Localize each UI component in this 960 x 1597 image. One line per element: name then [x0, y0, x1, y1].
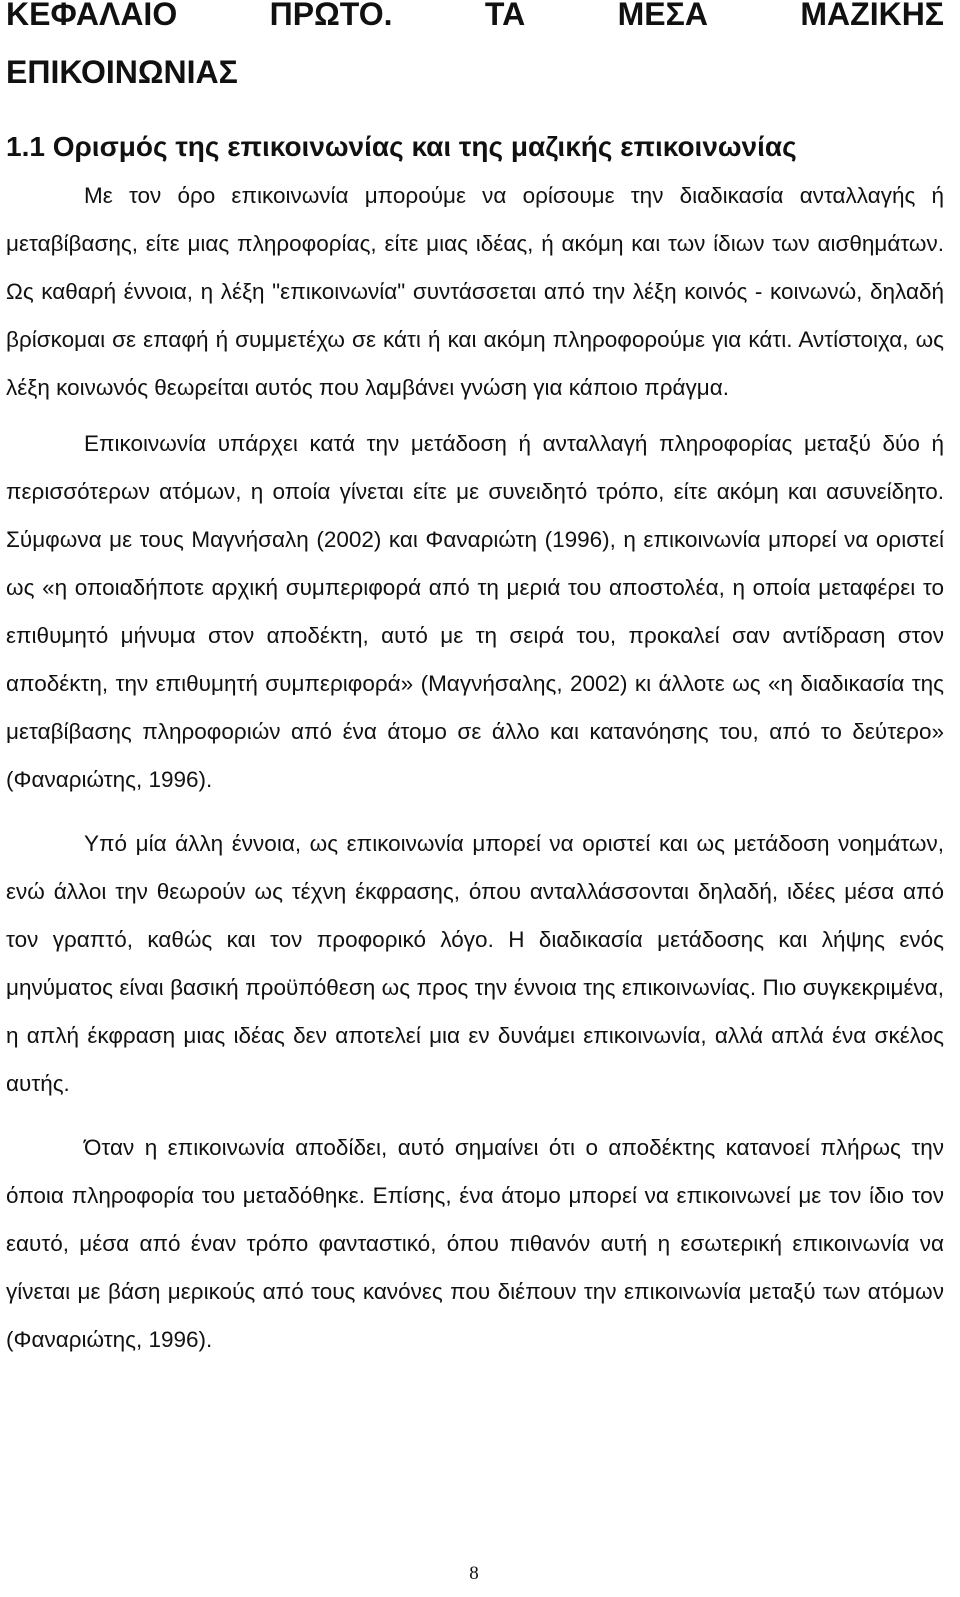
chapter-title — [6, 0, 944, 100]
chapter-title-line-2: ΕΠΙΚΟΙΝΩΝΙΑΣ — [6, 54, 238, 90]
paragraph-3: Υπό μία άλλη έννοια, ως επικοινωνία μπορεί να οριστεί και ως μετάδοση νοημάτων, ενώ άλλοι την θεωρούν ως τέχνη έκφρασης, όπου ανταλλάσσονται δηλαδή, ιδέες μέσα από τον γραπτό, καθώς και τον προφορικό λόγο. Η διαδικασία μετάδοσης και λήψης ενός μηνύματος είναι βασική προϋπόθεση ως προς την έννοια της επικοινωνίας. Πιο συγκεκριμένα, η απλή έκφραση μιας ιδέας δεν αποτελεί μια εν δυνάμει επικοινωνία, αλλά απλά ένα σκέλος αυτής. — [6, 831, 944, 1096]
paragraph-1: Με τον όρο επικοινωνία μπορούμε να ορίσουμε την διαδικασία ανταλλαγής ή μεταβίβασης, είτε μιας πληροφορίας, είτε μιας ιδέας, ή ακόμη και των ίδιων των αισθημάτων. Ως καθαρή έννοια, η λέξη "επικοινωνία" συντάσσεται από την λέξη κοινός - κοινωνώ, δηλαδή βρίσκομαι σε επαφή ή συμμετέχω σε κάτι ή και ακόμη πληροφορούμε για κάτι. Αντίστοιχα, ως λέξη κοινωνός θεωρείται αυτός που λαμβάνει γνώση για κάποιο πράγμα. — [6, 183, 944, 400]
document-page — [6, 0, 944, 1364]
chapter-title-line-1: ΚΕΦΑΛΑΙΟ ΠΡΩΤΟ. ΤΑ ΜΕΣΑ ΜΑΖΙΚΗΣ — [6, 0, 944, 32]
paragraph-4: Όταν η επικοινωνία αποδίδει, αυτό σημαίνει ότι ο αποδέκτης κατανοεί πλήρως την όποια πληροφορία του μεταδόθηκε. Επίσης, ένα άτομο μπορεί να επικοινωνεί με τον ίδιο τον εαυτό, μέσα από έναν τρόπο φανταστικό, όπου πιθανόν αυτή η εσωτερική επικοινωνία να γίνεται με βάση μερικούς από τους κανόνες που διέπουν την επικοινωνία μεταξύ των ατόμων (Φαναριώτης, 1996). — [6, 1135, 944, 1352]
section-title: 1.1 Ορισμός της επικοινωνίας και της μαζικής επικοινωνίας — [6, 131, 797, 162]
page-number: 8 — [469, 1563, 479, 1584]
paragraph-2: Επικοινωνία υπάρχει κατά την μετάδοση ή ανταλλαγή πληροφορίας μεταξύ δύο ή περισσότερων ατόμων, η οποία γίνεται είτε με συνειδητό τρόπο, είτε ακόμη και ασυνείδητο. Σύμφωνα με τους Μαγνήσαλη (2002) και Φαναριώτη (1996), η επικοινωνία μπορεί να οριστεί ως «η οποιαδήποτε αρχική συμπεριφορά από τη μεριά του αποστολέα, η οποία μεταφέρει το επιθυμητό μήνυμα στον αποδέκτη, αυτό με τη σειρά του, προκαλεί σαν αντίδραση στον αποδέκτη, την επιθυμητή συμπεριφορά» (Μαγνήσαλης, 2002) κι άλλοτε ως «η διαδικασία της μεταβίβασης πληροφοριών από ένα άτομο σε άλλο και κατανόησης του, από το δεύτερο» (Φαναριώτης, 1996). — [6, 431, 944, 792]
